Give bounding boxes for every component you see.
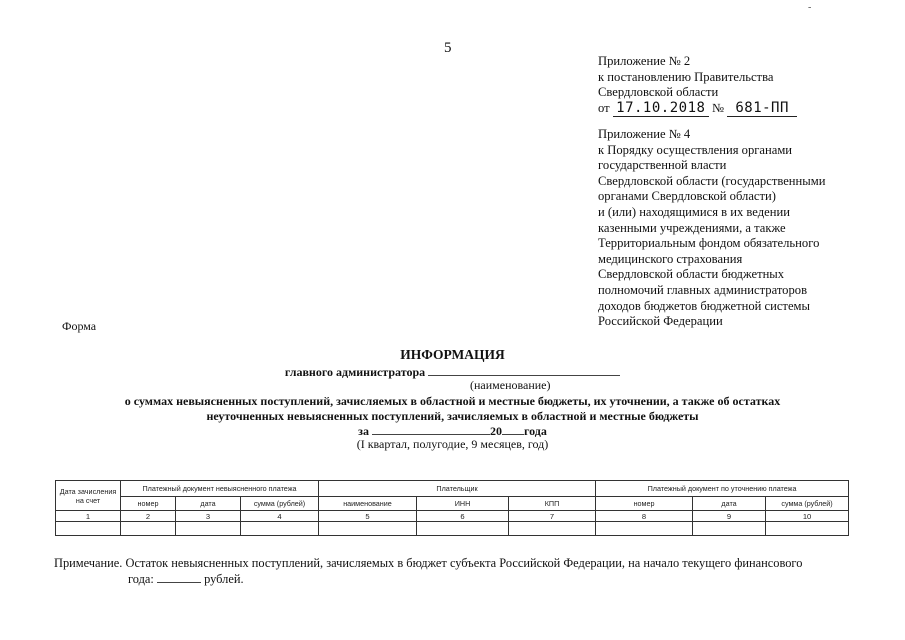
- decree-date: 17.10.2018: [613, 101, 709, 117]
- number-sign: №: [711, 100, 724, 115]
- empty-cell[interactable]: [417, 522, 509, 536]
- admin-line: [0, 364, 905, 380]
- appendix-4-line: медицинского страхования: [598, 251, 743, 266]
- date-prefix: от: [598, 100, 610, 115]
- empty-cell[interactable]: [693, 522, 766, 536]
- report-table: [55, 480, 849, 536]
- period-prefix: за: [358, 424, 369, 438]
- appendix-2-line: Свердловской области: [598, 85, 719, 100]
- sub-header-inn: ИНН: [417, 497, 509, 511]
- appendix-4-line: и (или) находящимися в их ведении: [598, 204, 790, 219]
- empty-cell[interactable]: [56, 522, 121, 536]
- admin-caption: (наименование): [470, 378, 551, 392]
- appendix-4-line: Свердловской области (государственными: [598, 173, 826, 188]
- column-number: 6: [417, 511, 509, 522]
- column-number: 9: [693, 511, 766, 522]
- empty-cell[interactable]: [121, 522, 176, 536]
- note-currency: рублей.: [204, 572, 244, 586]
- column-number: 5: [319, 511, 417, 522]
- sub-header-number: номер: [596, 497, 693, 511]
- appendix-4-line: Территориальным фондом обязательного: [598, 236, 820, 251]
- sub-header-kpp: КПП: [509, 497, 596, 511]
- appendix-4-block: [598, 127, 825, 330]
- empty-cell[interactable]: [509, 522, 596, 536]
- subject-line-1: о суммах невыясненных поступлений, зачисляемых в областной и местные бюджеты, их уточнении, а также об остатках: [124, 394, 781, 408]
- group-header-payment-doc: Платежный документ невыясненного платежа: [121, 481, 319, 497]
- empty-cell[interactable]: [319, 522, 417, 536]
- appendix-2-line: к постановлению Правительства: [598, 69, 774, 84]
- appendix-4-line: государственной власти: [598, 158, 727, 173]
- admin-label: главного администратора: [284, 365, 426, 379]
- appendix-2-block: [598, 54, 797, 117]
- period-caption: (I квартал, полугодие, 9 месяцев, год): [356, 437, 549, 451]
- column-number: 1: [56, 511, 121, 522]
- appendix-4-line: полномочий главных администраторов: [598, 282, 808, 297]
- appendix-4-line: органами Свердловской области): [598, 189, 776, 204]
- decree-number: 681-ПП: [727, 101, 797, 117]
- document-heading: ИНФОРМАЦИЯ: [400, 347, 505, 362]
- empty-cell[interactable]: [766, 522, 849, 536]
- column-number: 3: [176, 511, 241, 522]
- sub-header-date: дата: [176, 497, 241, 511]
- scan-corner-mark: -: [808, 2, 812, 13]
- group-header-clarify-doc: Платежный документ по уточнению платежа: [596, 481, 849, 497]
- sub-header-amount: сумма (рублей): [766, 497, 849, 511]
- sub-header-date: дата: [693, 497, 766, 511]
- period-year: 20: [489, 424, 502, 438]
- form-label: Форма: [62, 319, 97, 333]
- note-year-label: года:: [128, 572, 154, 586]
- admin-name-field[interactable]: [428, 364, 620, 376]
- subject-line-2: неуточненных невыясненных поступлений, зачисляемых в областной и местные бюджеты: [206, 409, 699, 423]
- group-header-payer: Плательщик: [319, 481, 596, 497]
- empty-cell[interactable]: [241, 522, 319, 536]
- page-number: 5: [444, 40, 452, 56]
- period-field[interactable]: [372, 423, 490, 435]
- appendix-4-line: Свердловской области бюджетных: [598, 267, 785, 282]
- appendix-4-line: к Порядку осуществления органами: [598, 142, 793, 157]
- column-number: 8: [596, 511, 693, 522]
- note-line-1: Примечание. Остаток невыясненных поступлений, зачисляемых в бюджет субъекта Российской Федерации, на начало текущего финансового: [54, 556, 803, 570]
- appendix-4-line: доходов бюджетов бюджетной системы: [598, 298, 810, 313]
- balance-amount-field[interactable]: [157, 572, 201, 583]
- appendix-4-title: Приложение № 4: [598, 127, 691, 141]
- note-line-2: [128, 572, 244, 587]
- empty-cell[interactable]: [596, 522, 693, 536]
- sub-header-payer-name: наименование: [319, 497, 417, 511]
- period-suffix: года: [523, 424, 547, 438]
- column-number: 10: [766, 511, 849, 522]
- col-header-date: Дата зачисления на счет: [56, 481, 121, 511]
- appendix-4-line: казенными учреждениями, а также: [598, 220, 786, 235]
- year-field[interactable]: [502, 423, 524, 435]
- empty-cell[interactable]: [176, 522, 241, 536]
- appendix-2-date-line: [598, 101, 797, 117]
- appendix-2-title: Приложение № 2: [598, 54, 691, 68]
- column-number: 7: [509, 511, 596, 522]
- appendix-4-line: Российской Федерации: [598, 314, 723, 329]
- column-number: 4: [241, 511, 319, 522]
- sub-header-number: номер: [121, 497, 176, 511]
- sub-header-amount: сумма (рублей): [241, 497, 319, 511]
- column-number: 2: [121, 511, 176, 522]
